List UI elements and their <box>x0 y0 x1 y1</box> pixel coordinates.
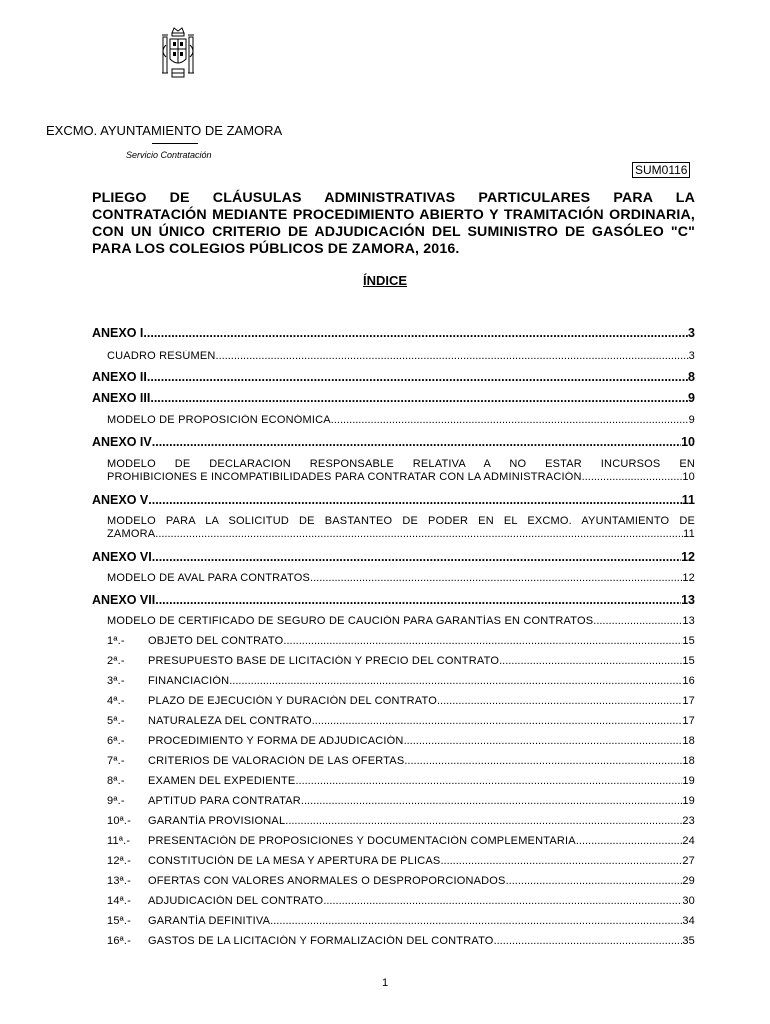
clause-number: 7ª.- <box>107 755 125 767</box>
toc-clause[interactable] <box>107 815 695 827</box>
clause-page: 34 <box>682 915 695 927</box>
clause-label: APTITUD PARA CONTRATAR <box>148 795 301 807</box>
toc-clause[interactable] <box>107 655 695 667</box>
clause-label: PLAZO DE EJECUCIÓN Y DURACIÓN DEL CONTRATO <box>148 695 437 707</box>
toc-entry-anexo-ii[interactable] <box>92 370 695 384</box>
clause-page: 35 <box>682 935 695 947</box>
clause-label: CONSTITUCIÓN DE LA MESA Y APERTURA DE PLICAS <box>148 855 441 867</box>
clause-number: 4ª.- <box>107 695 125 707</box>
clause-label: FINANCIACIÓN <box>148 675 230 687</box>
index-heading: ÍNDICE <box>362 273 408 288</box>
clause-label: CRITERIOS DE VALORACIÓN DE LAS OFERTAS <box>148 755 405 767</box>
clause-number: 10ª.- <box>107 815 132 827</box>
document-code: SUM0116 <box>632 162 690 178</box>
coat-of-arms-icon <box>160 25 196 85</box>
toc-entry-label: MODELO DE AVAL PARA CONTRATOS <box>107 572 311 584</box>
toc-entry-label: CUADRO RESÚMEN <box>107 350 216 362</box>
toc-entry-label: ANEXO V <box>92 493 149 507</box>
toc-entry-modelo-proposicion[interactable] <box>107 414 695 426</box>
clause-label: ADJUDICACIÓN DEL CONTRATO <box>148 895 324 907</box>
clause-page: 23 <box>682 815 695 827</box>
document-title: PLIEGO DE CLÁUSULAS ADMINISTRATIVAS PARTICULARES PARA LA CONTRATACIÓN MEDIANTE PROCEDIMIENTO ABIERTO Y TRAMITACIÓN ORDINARIA, CON UN ÚNICO CRITERIO DE ADJUDICACIÓN DEL SUMINISTRO DE GASÓLEO "C" PARA LOS COLEGIOS PÚBLICOS DE ZAMORA, 2016. <box>92 190 695 257</box>
toc-entry-page: 8 <box>688 370 695 384</box>
toc-clause[interactable] <box>107 855 695 867</box>
institution-name: EXCMO. AYUNTAMIENTO DE ZAMORA <box>46 123 283 138</box>
clause-number: 9ª.- <box>107 795 125 807</box>
clause-page: 15 <box>682 655 695 667</box>
toc-clause[interactable] <box>107 675 695 687</box>
toc-clause[interactable] <box>107 915 695 927</box>
toc-entry-page: 12 <box>681 550 695 564</box>
toc-entry-label: ANEXO I <box>92 326 144 340</box>
toc-clause[interactable] <box>107 775 695 787</box>
toc-clause[interactable] <box>107 935 695 947</box>
service-name: Servicio Contratación <box>126 150 212 160</box>
toc-clause[interactable] <box>107 755 695 767</box>
toc-clause[interactable] <box>107 895 695 907</box>
toc-entry-page: 11 <box>683 528 695 540</box>
clause-number: 8ª.- <box>107 775 125 787</box>
clause-page: 27 <box>682 855 695 867</box>
clause-number: 12ª.- <box>107 855 132 867</box>
toc-entry-page: 3 <box>688 326 695 340</box>
clause-page: 30 <box>682 895 695 907</box>
toc-entry-page: 9 <box>688 414 695 426</box>
toc-entry-page: 13 <box>682 615 695 627</box>
toc-clause[interactable] <box>107 635 695 647</box>
toc-entry-label: MODELO DE CERTIFICADO DE SEGURO DE CAUCIÓN PARA GARANTÍAS EN CONTRATOS <box>107 615 594 627</box>
clause-page: 17 <box>682 695 695 707</box>
clause-page: 19 <box>682 795 695 807</box>
clause-page: 18 <box>682 735 695 747</box>
toc-clause[interactable] <box>107 695 695 707</box>
clause-page: 16 <box>682 675 695 687</box>
clause-label: OFERTAS CON VALORES ANORMALES O DESPROPORCIONADOS <box>148 875 506 887</box>
toc-entry-label-line2: PROHIBICIONES E INCOMPATIBILIDADES PARA CONTRATAR CON LA ADMINISTRACIÓN <box>107 471 582 483</box>
clause-label: PROCEDIMIENTO Y FORMA DE ADJUDICACIÓN <box>148 735 404 747</box>
clause-number: 5ª.- <box>107 715 125 727</box>
clause-label: GARANTÍA DEFINITIVA <box>148 915 271 927</box>
toc-entry-label-line1: MODELO DE DECLARACION RESPONSABLE RELATIVA A NO ESTAR INCURSOS EN <box>107 458 695 470</box>
clause-page: 24 <box>682 835 695 847</box>
toc-entry-page: 10 <box>681 435 695 449</box>
toc-clause[interactable] <box>107 795 695 807</box>
clause-label: PRESUPUESTO BASE DE LICITACIÓN Y PRECIO DEL CONTRATO <box>148 655 500 667</box>
toc-entry-page: 12 <box>682 572 695 584</box>
toc-clause[interactable] <box>107 835 695 847</box>
toc-entry-anexo-vi[interactable] <box>92 550 695 564</box>
toc-entry-certificado[interactable] <box>107 615 695 627</box>
toc-entry-page: 10 <box>682 471 695 483</box>
toc-entry-label-line1: MODELO PARA LA SOLICITUD DE BASTANTEO DE PODER EN EL EXCMO. AYUNTAMIENTO DE <box>107 515 695 527</box>
toc-entry-label: ANEXO IV <box>92 435 152 449</box>
clause-number: 15ª.- <box>107 915 132 927</box>
toc-entry-page: 11 <box>681 493 695 507</box>
toc-clause[interactable] <box>107 735 695 747</box>
toc-entry-declaracion[interactable] <box>107 458 695 484</box>
toc-entry-anexo-i[interactable] <box>92 326 695 340</box>
toc-entry-page: 3 <box>688 350 695 362</box>
clause-number: 11ª.- <box>107 835 131 847</box>
toc-entry-page: 13 <box>681 593 695 607</box>
toc-clause[interactable] <box>107 875 695 887</box>
clause-page: 18 <box>682 755 695 767</box>
clause-number: 6ª.- <box>107 735 125 747</box>
toc-entry-bastanteo[interactable] <box>107 515 695 541</box>
toc-entry-cuadro[interactable] <box>107 350 695 362</box>
toc-clause[interactable] <box>107 715 695 727</box>
clause-label: PRESENTACIÓN DE PROPOSICIONES Y DOCUMENTACIÓN COMPLEMENTARIA <box>148 835 576 847</box>
clause-label: GASTOS DE LA LICITACIÓN Y FORMALIZACIÓN DEL CONTRATO <box>148 935 494 947</box>
toc-entry-anexo-v[interactable] <box>92 493 695 507</box>
clause-number: 2ª.- <box>107 655 125 667</box>
toc-entry-label: ANEXO VII <box>92 593 156 607</box>
toc-entry-page: 9 <box>688 391 695 405</box>
toc-entry-anexo-iii[interactable] <box>92 391 695 405</box>
toc-entry-label-line2: ZAMORA <box>107 528 156 540</box>
page-number: 1 <box>381 977 389 989</box>
clause-page: 29 <box>682 875 695 887</box>
clause-page: 15 <box>682 635 695 647</box>
clause-number: 13ª.- <box>107 875 132 887</box>
toc-entry-anexo-vii[interactable] <box>92 593 695 607</box>
toc-entry-label: ANEXO VI <box>92 550 152 564</box>
clause-page: 17 <box>682 715 695 727</box>
clause-label: GARANTÍA PROVISIONAL <box>148 815 286 827</box>
clause-number: 3ª.- <box>107 675 125 687</box>
toc-entry-aval[interactable] <box>107 572 695 584</box>
divider <box>152 143 198 144</box>
toc-entry-label: ANEXO II <box>92 370 147 384</box>
clause-number: 16ª.- <box>107 935 132 947</box>
clause-label: EXAMEN DEL EXPEDIENTE <box>148 775 296 787</box>
clause-page: 19 <box>682 775 695 787</box>
toc-entry-label: MODELO DE PROPOSICIÓN ECONÓMICA <box>107 414 331 426</box>
toc-entry-label: ANEXO III <box>92 391 151 405</box>
clause-label: NATURALEZA DEL CONTRATO <box>148 715 312 727</box>
toc-entry-anexo-iv[interactable] <box>92 435 695 449</box>
clause-label: OBJETO DEL CONTRATO <box>148 635 284 647</box>
clause-number: 14ª.- <box>107 895 132 907</box>
clause-number: 1ª.- <box>107 635 125 647</box>
